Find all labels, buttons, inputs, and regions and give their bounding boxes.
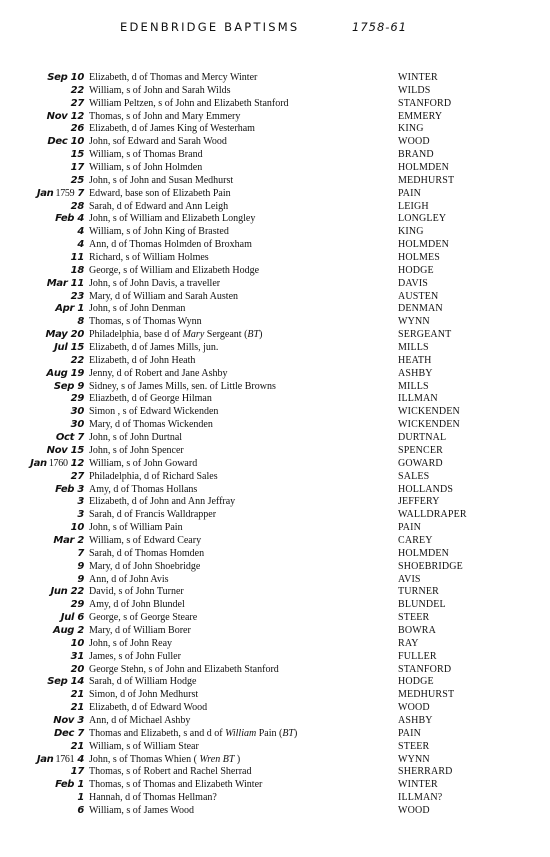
entry-date: 17 <box>70 162 84 174</box>
entry-text: Simon, d of John Medhurst <box>89 689 199 701</box>
baptism-entry <box>0 162 550 175</box>
baptism-entry <box>0 265 550 278</box>
baptism-entry <box>0 599 550 612</box>
entry-text: Thomas, s of Robert and Rachel Sherrad <box>89 766 252 778</box>
entry-date: 9 <box>77 573 84 585</box>
entry-text: John, s of John Reay <box>89 637 173 649</box>
entry-date: 6 <box>77 804 84 816</box>
entry-text: Sarah, d of Francis Walldrapper <box>89 509 217 521</box>
entry-date: Oct 7 <box>55 432 84 444</box>
entry-date: 31 <box>70 650 84 662</box>
entry-surname: DAVIS <box>398 277 429 289</box>
entry-surname: GOWARD <box>398 457 443 469</box>
entry-surname: MEDHURST <box>398 689 455 701</box>
entry-date: Sep 14 <box>47 676 84 688</box>
entry-text: Richard, s of William Holmes <box>89 252 209 264</box>
entry-date: 3 <box>77 496 84 508</box>
entry-date: Feb 3 <box>55 483 84 495</box>
entry-date: 28 <box>70 200 84 212</box>
entry-surname: STEER <box>398 740 430 752</box>
entry-year: 1760 <box>48 457 68 469</box>
entry-date: Apr 1 <box>55 303 84 315</box>
entry-date: 10 <box>70 637 84 649</box>
baptism-entry <box>0 445 550 458</box>
entry-surname: HOLMDEN <box>398 239 450 251</box>
entry-surname: SERGEANT <box>398 329 452 341</box>
entry-text: Hannah, d of Thomas Hellman? <box>89 792 217 804</box>
entry-date: Dec 7 <box>54 727 84 739</box>
baptism-entry <box>0 638 550 651</box>
entry-date: 17 <box>70 766 84 778</box>
entry-text: Mary, d of John Shoebridge <box>89 560 201 572</box>
entry-date: 15 <box>70 149 84 161</box>
baptism-entry <box>0 586 550 599</box>
entry-text: William Peltzen, s of John and Elizabeth Stanford <box>89 97 289 109</box>
baptism-entry <box>0 419 550 432</box>
baptism-entry <box>0 509 550 522</box>
entry-surname: MEDHURST <box>398 174 455 186</box>
entry-date: 4 <box>77 239 84 251</box>
entry-surname: DENMAN <box>398 303 443 315</box>
entry-surname: JEFFERY <box>398 496 440 508</box>
entry-date: 11 <box>70 252 84 264</box>
entry-surname: WINTER <box>398 779 438 791</box>
entry-text: John, s of William Pain <box>89 522 183 534</box>
entry-year: 1759 <box>55 187 75 199</box>
entry-surname: SPENCER <box>398 444 443 456</box>
entry-surname: WICKENDEN <box>398 406 460 418</box>
entry-surname: WINTER <box>398 72 438 83</box>
entry-date: 7 <box>77 547 84 559</box>
baptism-entry <box>0 574 550 587</box>
entry-text: William, s of James Wood <box>89 804 194 816</box>
baptism-entry <box>0 561 550 574</box>
entry-text: George, s of William and Elizabeth Hodge <box>89 264 260 276</box>
baptism-entry <box>0 471 550 484</box>
entry-text: Ann, d of Michael Ashby <box>89 714 191 726</box>
entry-date: 27 <box>70 470 84 482</box>
baptism-entry <box>0 754 550 767</box>
entry-date: 23 <box>70 290 84 302</box>
entry-text: Simon , s of Edward Wickenden <box>89 406 219 418</box>
baptism-entry <box>0 715 550 728</box>
entry-surname: SHOEBRIDGE <box>398 560 463 572</box>
baptism-entry <box>0 85 550 98</box>
baptism-entry <box>0 484 550 497</box>
baptism-entry <box>0 201 550 214</box>
entry-year: 1761 <box>55 753 75 765</box>
entry-text: Elizabeth, d of James Mills, jun. <box>89 342 219 354</box>
entry-date: 22 <box>70 84 84 96</box>
baptism-entry <box>0 792 550 805</box>
entry-date: 21 <box>70 689 84 701</box>
baptism-entry <box>0 741 550 754</box>
entry-surname: EMMERY <box>398 110 443 122</box>
entry-day: 12 <box>70 457 84 469</box>
entry-date: 25 <box>70 174 84 186</box>
baptism-entry <box>0 303 550 316</box>
baptism-entry <box>0 381 550 394</box>
baptism-entry <box>0 393 550 406</box>
baptism-entry <box>0 702 550 715</box>
entry-date: 21 <box>70 702 84 714</box>
baptism-entry <box>0 149 550 162</box>
entry-date: 21 <box>70 740 84 752</box>
entry-surname: PAIN <box>398 727 422 739</box>
entry-text: John, s of John Spencer <box>89 444 184 456</box>
entry-surname: SHERRARD <box>398 766 453 778</box>
baptism-entry <box>0 188 550 201</box>
entry-text: Thomas and Elizabeth, s and d of William Pain (BT) <box>89 727 298 739</box>
entry-text: Sidney, s of James Mills, sen. of Little Browns <box>89 380 276 392</box>
entry-surname: ASHBY <box>398 367 433 379</box>
entry-date: Feb 1 <box>55 779 84 791</box>
baptism-entry <box>0 805 550 818</box>
baptism-entry <box>0 342 550 355</box>
entry-surname: DURTNAL <box>398 432 447 444</box>
entry-surname: AUSTEN <box>398 290 439 302</box>
entry-text: Elizabeth, d of Thomas and Mercy Winter <box>89 72 258 83</box>
baptism-entry <box>0 432 550 445</box>
entry-surname: STANFORD <box>398 663 452 675</box>
entry-surname: WYNN <box>398 753 430 765</box>
entry-surname: WICKENDEN <box>398 419 460 431</box>
entry-surname: CAREY <box>398 534 433 546</box>
baptism-entry <box>0 522 550 535</box>
baptism-entry <box>0 239 550 252</box>
entry-text: Philadelphia, d of Richard Sales <box>89 470 218 482</box>
entry-surname: MILLS <box>398 342 429 354</box>
entry-text: Elizabeth, d of John Heath <box>89 354 196 366</box>
entry-surname: HODGE <box>398 676 434 688</box>
baptism-entry <box>0 612 550 625</box>
baptism-entry <box>0 136 550 149</box>
entry-surname: WOOD <box>398 804 430 816</box>
entry-date: Sep 9 <box>53 380 84 392</box>
entry-surname: HOLLANDS <box>398 483 454 495</box>
entry-text: William, s of Edward Ceary <box>89 534 202 546</box>
baptism-entry <box>0 111 550 124</box>
baptism-entry <box>0 213 550 226</box>
entry-text: Elizabeth, d of James King of Westerham <box>89 123 255 135</box>
baptism-list <box>0 72 550 818</box>
entry-day: 4 <box>77 753 84 765</box>
baptism-entry <box>0 368 550 381</box>
entry-text: James, s of John Fuller <box>89 650 181 662</box>
entry-surname: ASHBY <box>398 714 433 726</box>
entry-text: Edward, base son of Elizabeth Pain <box>89 187 231 199</box>
entry-surname: WALLDRAPER <box>398 509 467 521</box>
entry-date: May 20 <box>45 329 84 341</box>
baptism-entry <box>0 651 550 664</box>
entry-date: 8 <box>77 316 84 328</box>
entry-surname: HOLMES <box>398 252 441 264</box>
entry-date: Mar 11 <box>46 277 84 289</box>
baptism-entry <box>0 291 550 304</box>
baptism-entry <box>0 676 550 689</box>
entry-surname: FULLER <box>398 650 437 662</box>
entry-text: Mary, d of William and Sarah Austen <box>89 290 239 302</box>
entry-date: 30 <box>70 419 84 431</box>
entry-surname: HODGE <box>398 264 434 276</box>
entry-text: John, s of John and Susan Medhurst <box>89 174 234 186</box>
entry-text: Thomas, s of Thomas and Elizabeth Winter <box>89 779 263 791</box>
entry-date: 29 <box>70 599 84 611</box>
baptism-entry <box>0 98 550 111</box>
entry-text: Elizabeth, d of Edward Wood <box>89 702 208 714</box>
entry-text: Mary, d of Thomas Wickenden <box>89 419 213 431</box>
entry-date: 3 <box>77 509 84 521</box>
entry-surname: BLUNDEL <box>398 599 446 611</box>
entry-surname: ILLMAN? <box>398 792 443 804</box>
entry-text: Thomas, s of Thomas Wynn <box>89 316 202 328</box>
entry-date: 9 <box>77 560 84 572</box>
entry-date: Jan 1760 12 <box>30 457 84 469</box>
entry-surname: WOOD <box>398 136 430 148</box>
entry-text: Ann, d of Thomas Holmden of Broxham <box>89 239 252 251</box>
entry-text: John, sof Edward and Sarah Wood <box>89 136 227 148</box>
entry-date: 22 <box>70 354 84 366</box>
entry-surname: WOOD <box>398 702 430 714</box>
baptism-entry <box>0 548 550 561</box>
entry-text: Mary, d of William Borer <box>89 624 191 636</box>
entry-surname: KING <box>398 226 424 238</box>
entry-date: Nov 3 <box>53 714 84 726</box>
entry-text: John, s of William and Elizabeth Longley <box>89 213 256 225</box>
baptism-entry <box>0 252 550 265</box>
entry-surname: LEIGH <box>398 200 429 212</box>
baptism-entry <box>0 779 550 792</box>
baptism-entry <box>0 625 550 638</box>
baptism-entry <box>0 406 550 419</box>
entry-surname: WYNN <box>398 316 430 328</box>
entry-surname: KING <box>398 123 424 135</box>
entry-surname: BRAND <box>398 149 434 161</box>
baptism-entry <box>0 535 550 548</box>
entry-date: Aug 19 <box>46 367 84 379</box>
entry-surname: WILDS <box>398 84 431 96</box>
entry-surname: MILLS <box>398 380 429 392</box>
entry-surname: LONGLEY <box>398 213 447 225</box>
entry-date: Mar 2 <box>53 534 84 546</box>
entry-surname: HOLMDEN <box>398 162 450 174</box>
register-title: EDENBRIDGE BAPTISMS <box>120 20 300 34</box>
register-years: 1758-61 <box>352 20 408 34</box>
entry-date: Jan 1761 4 <box>36 753 84 765</box>
entry-surname: SALES <box>398 470 430 482</box>
entry-text: Jenny, d of Robert and Jane Ashby <box>89 367 228 379</box>
baptism-entry <box>0 689 550 702</box>
entry-text: William, s of John Holmden <box>89 162 203 174</box>
baptism-entry <box>0 226 550 239</box>
entry-text: Sarah, d of Thomas Homden <box>89 547 205 559</box>
entry-text: George, s of George Steare <box>89 612 198 624</box>
entry-day: 7 <box>77 187 84 199</box>
entry-date: 20 <box>70 663 84 675</box>
baptism-entry <box>0 329 550 342</box>
entry-surname: ILLMAN <box>398 393 438 405</box>
baptism-entry <box>0 728 550 741</box>
entry-date: 4 <box>77 226 84 238</box>
entry-date: Sep 10 <box>47 72 84 83</box>
entry-surname: HEATH <box>398 354 432 366</box>
entry-surname: TURNER <box>398 586 439 598</box>
entry-date: 18 <box>70 264 84 276</box>
entry-text: John, s of Thomas Whien ( Wren BT ) <box>89 753 241 765</box>
entry-date: Nov 15 <box>46 444 84 456</box>
entry-surname: RAY <box>398 637 419 649</box>
entry-surname: BOWRA <box>398 624 436 636</box>
entry-text: Sarah, d of William Hodge <box>89 676 197 688</box>
entry-text: Ann, d of John Avis <box>89 573 169 585</box>
baptism-entry <box>0 355 550 368</box>
entry-surname: HOLMDEN <box>398 547 450 559</box>
entry-date: Aug 2 <box>53 624 84 636</box>
entry-date: Feb 4 <box>55 213 84 225</box>
entry-text: John, s of John Durtnal <box>89 432 183 444</box>
baptism-entry <box>0 123 550 136</box>
entry-text: Philadelphia, base d of Mary Sergeant (BT) <box>89 329 263 341</box>
entry-text: Eliazbeth, d of George Hilman <box>89 393 212 405</box>
entry-date: 30 <box>70 406 84 418</box>
entry-surname: PAIN <box>398 187 422 199</box>
entry-date: Jul 15 <box>54 342 84 354</box>
baptism-entry <box>0 278 550 291</box>
entry-surname: STANFORD <box>398 97 452 109</box>
entry-date: 29 <box>70 393 84 405</box>
entry-text: John, s of John Denman <box>89 303 186 315</box>
baptism-entry <box>0 458 550 471</box>
baptism-entry <box>0 72 550 85</box>
entry-text: George Stehn, s of John and Elizabeth Stanford <box>89 663 279 675</box>
entry-date: 10 <box>70 522 84 534</box>
baptism-entry <box>0 664 550 677</box>
baptism-entry <box>0 316 550 329</box>
entry-date: Jan 1759 7 <box>36 187 84 199</box>
entry-surname: STEER <box>398 612 430 624</box>
entry-text: William, s of Thomas Brand <box>89 149 203 161</box>
entry-text: Thomas, s of John and Mary Emmery <box>89 110 241 122</box>
baptism-entry <box>0 496 550 509</box>
entry-surname: AVIS <box>398 573 421 585</box>
entry-text: William, s of John and Sarah Wilds <box>89 84 231 96</box>
entry-text: William, s of William Stear <box>89 740 199 752</box>
baptism-entry <box>0 766 550 779</box>
entry-text: Sarah, d of Edward and Ann Leigh <box>89 200 229 212</box>
entry-text: William, s of John Goward <box>89 457 198 469</box>
entry-text: Amy, d of John Blundel <box>89 599 185 611</box>
entry-date: Dec 10 <box>47 136 84 148</box>
entry-date: 1 <box>77 792 84 804</box>
baptism-entry <box>0 175 550 188</box>
entry-text: William, s of John King of Brasted <box>89 226 229 238</box>
entry-text: David, s of John Turner <box>89 586 184 598</box>
entry-text: Elizabeth, d of John and Ann Jeffray <box>89 496 236 508</box>
entry-text: Amy, d of Thomas Hollans <box>89 483 198 495</box>
entry-surname: PAIN <box>398 522 422 534</box>
entry-date: Jul 6 <box>60 612 84 624</box>
entry-date: Nov 12 <box>46 110 84 122</box>
entry-date: Jun 22 <box>50 586 84 598</box>
entry-date: 26 <box>70 123 84 135</box>
entry-date: 27 <box>70 97 84 109</box>
entry-text: John, s of John Davis, a traveller <box>89 277 221 289</box>
